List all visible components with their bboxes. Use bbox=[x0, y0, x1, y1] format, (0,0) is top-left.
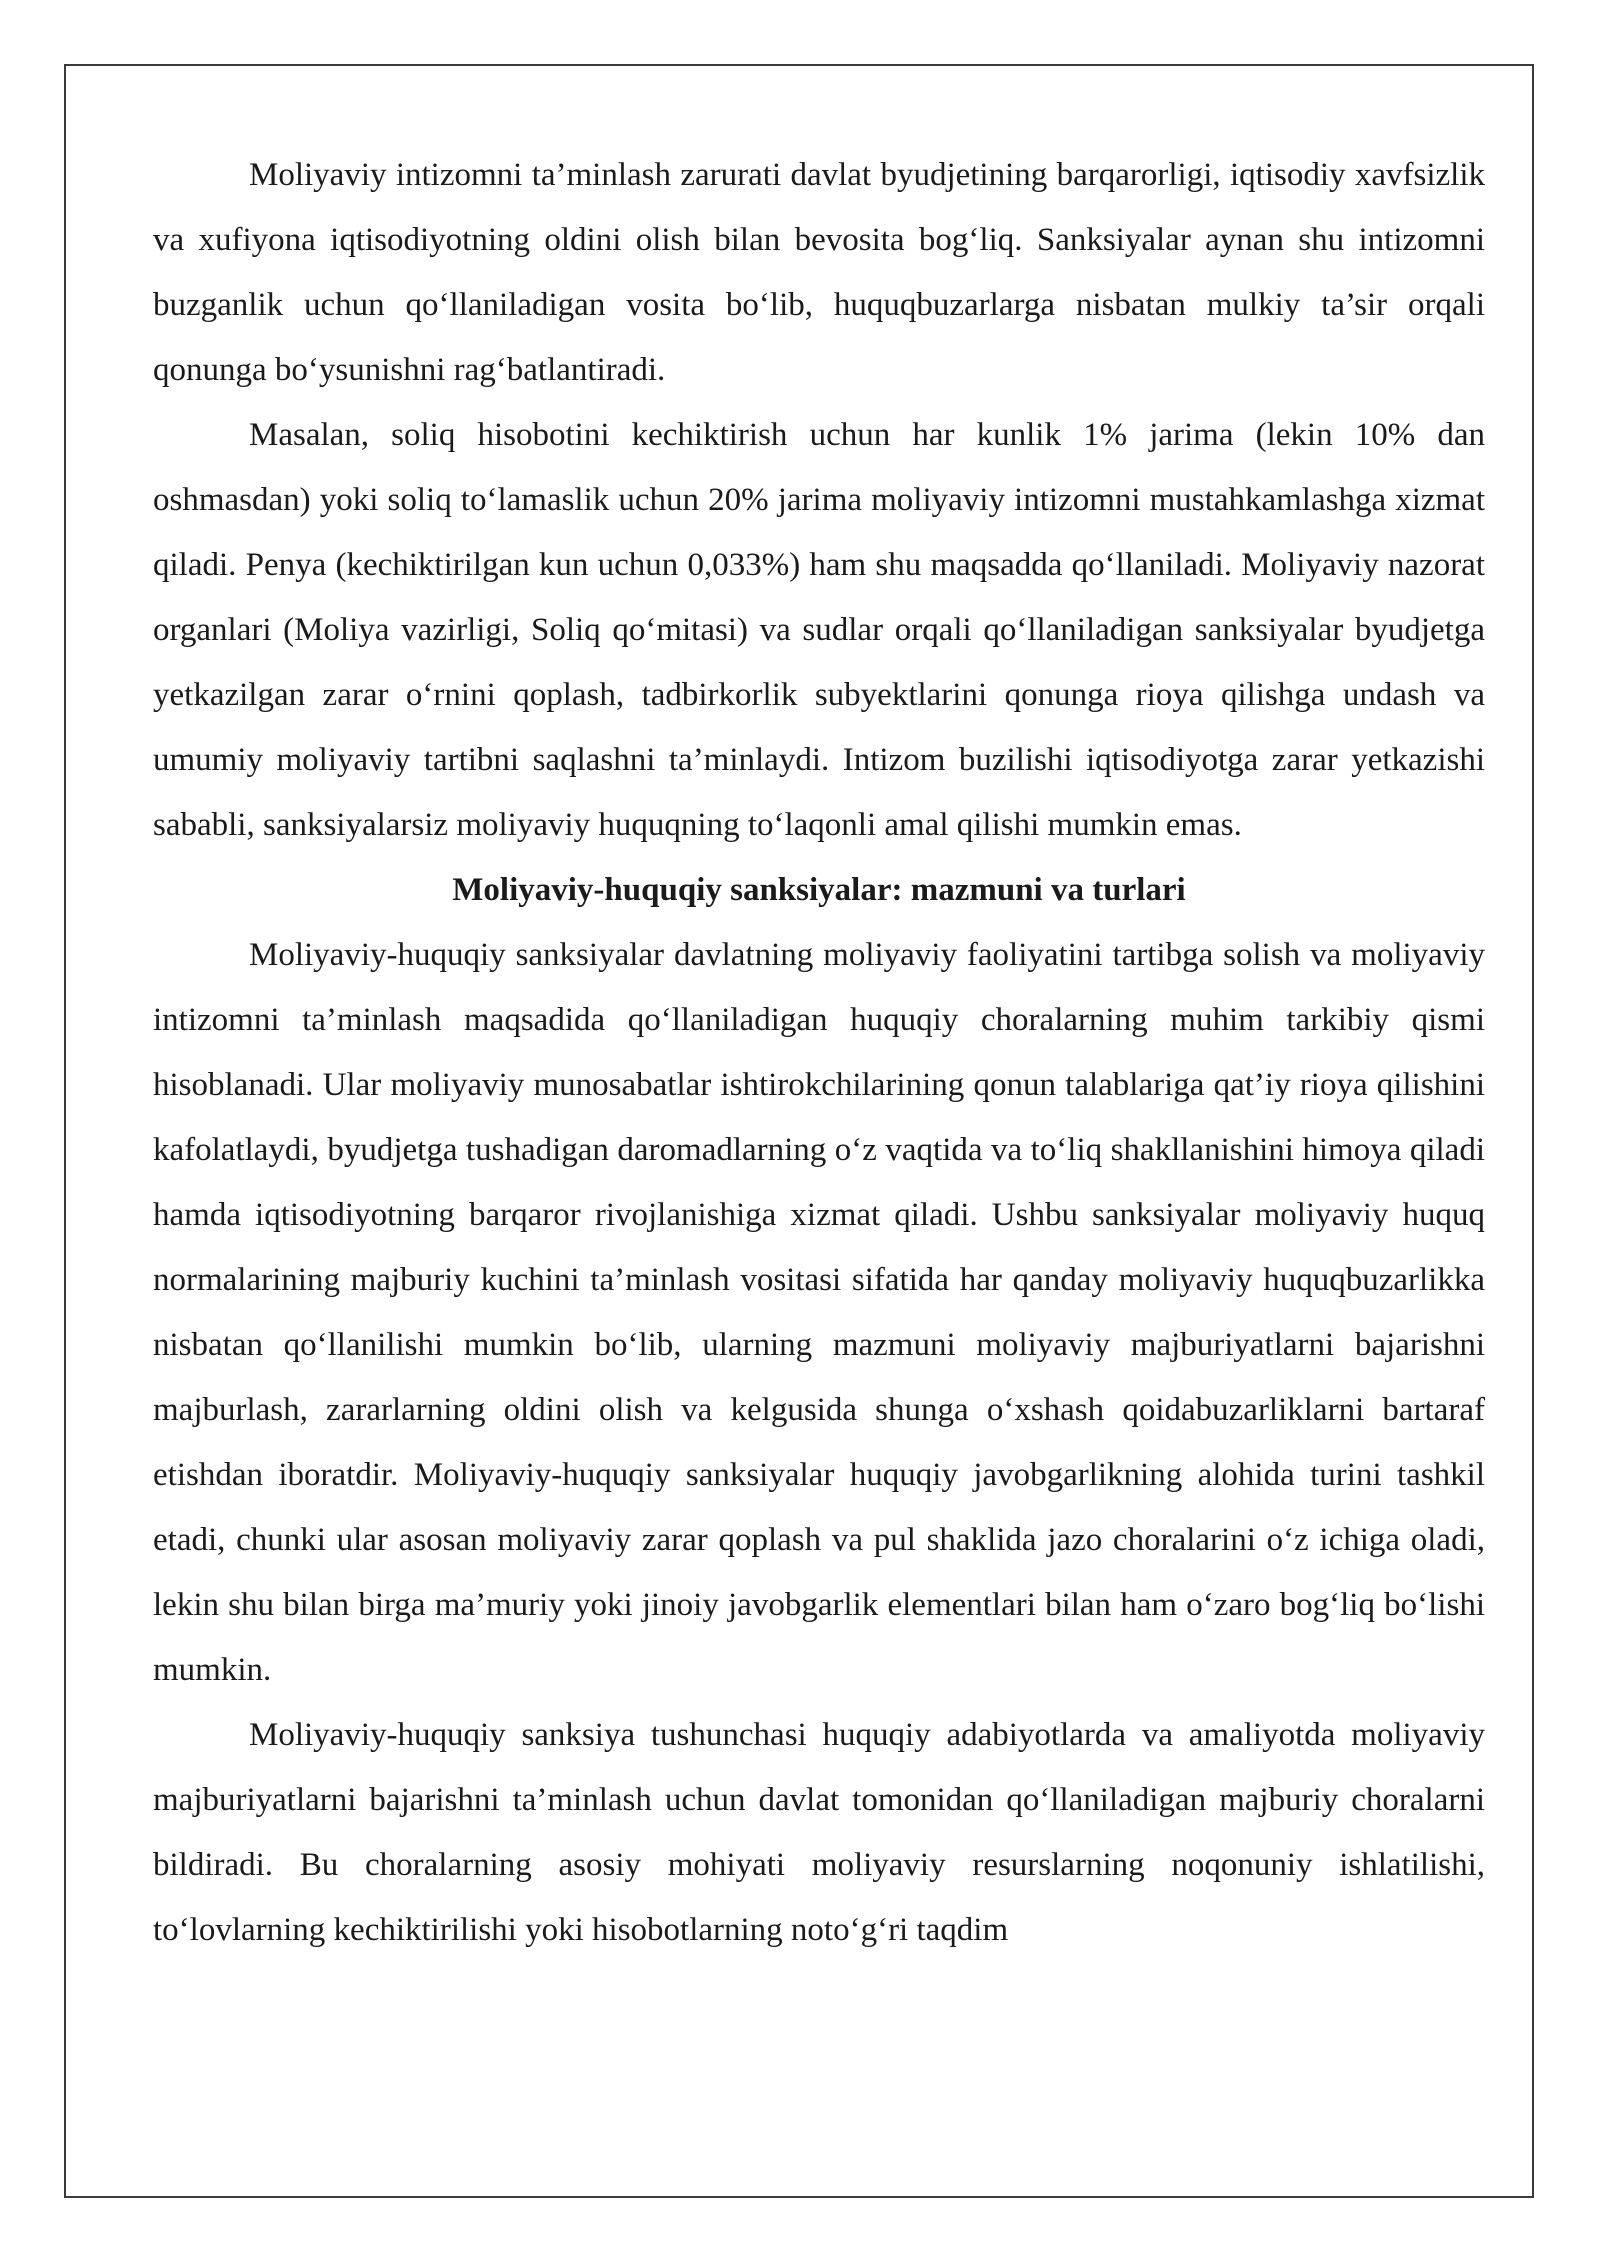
paragraph-financial-discipline: Moliyaviy intizomni ta’minlash zarurati davlat byudjetining barqarorligi, iqtisodiy xavfsizlik va xufiyona iqtisodiyotning oldini olish bilan bevosita bog‘liq. Sanksiyalar aynan shu intizomni buzganlik uchun qo‘llaniladigan vosita bo‘lib, huquqbuzarlarga nisbatan mulkiy ta’sir orqali qonunga bo‘ysunishni rag‘batlantiradi. bbox=[153, 157, 1485, 388]
paragraph-sanctions-definition: Moliyaviy-huquqiy sanksiyalar davlatning moliyaviy faoliyatini tartibga solish va moliyaviy intizomni ta’minlash maqsadida qo‘llaniladigan huquqiy choralarning muhim tarkibiy qismi hisoblanadi. Ular moliyaviy munosabatlar ishtirokchilarining qonun talablariga qat’iy rioya qilishini kafolatlaydi, byudjetga tushadigan daromadlarning o‘z vaqtida va to‘liq shakllanishini himoya qiladi hamda iqtisodiyotning barqaror rivojlanishiga xizmat qiladi. Ushbu sanksiyalar moliyaviy huquq normalarining majburiy kuchini ta’minlash vositasi sifatida har qanday moliyaviy huquqbuzarlikka nisbatan qo‘llanilishi mumkin bo‘lib, ularning mazmuni moliyaviy majburiyatlarni bajarishni majburlash, zararlarning oldini olish va kelgusida shunga o‘xshash qoidabuzarliklarni bartaraf etishdan iboratdir. Moliyaviy-huquqiy sanksiyalar huquqiy javobgarlikning alohida turini tashkil etadi, chunki ular asosan moliyaviy zarar qoplash va pul shaklida jazo choralarini o‘z ichiga oladi, lekin shu bilan birga ma’muriy yoki jinoiy javobgarlik elementlari bilan ham o‘zaro bog‘liq bo‘lishi mumkin. bbox=[153, 937, 1485, 1688]
paragraph-sanction-concept: Moliyaviy-huquqiy sanksiya tushunchasi huquqiy adabiyotlarda va amaliyotda moliyaviy majburiyatlarni bajarishni ta’minlash uchun davlat tomonidan qo‘llaniladigan majburiy choralarni bildiradi. Bu choralarning asosiy mohiyati moliyaviy resurslarning noqonuniy ishlatilishi, to‘lovlarning kechiktirilishi yoki hisobotlarning noto‘g‘ri taqdim bbox=[153, 1717, 1485, 1948]
section-heading: Moliyaviy-huquqiy sanksiyalar: mazmuni va turlari bbox=[452, 872, 1186, 908]
paragraph-tax-penalties-example: Masalan, soliq hisobotini kechiktirish uchun har kunlik 1% jarima (lekin 10% dan oshmasdan) yoki soliq to‘lamaslik uchun 20% jarima moliyaviy intizomni mustahkamlashga xizmat qiladi. Penya (kechiktirilgan kun uchun 0,033%) ham shu maqsadda qo‘llaniladi. Moliyaviy nazorat organlari (Moliya vazirligi, Soliq qo‘mitasi) va sudlar orqali qo‘llaniladigan sanksiyalar byudjetga yetkazilgan zarar o‘rnini qoplash, tadbirkorlik subyektlarini qonunga rioya qilishga undash va umumiy moliyaviy tartibni saqlashni ta’minlaydi. Intizom buzilishi iqtisodiyotga zarar yetkazishi sababli, sanksiyalarsiz moliyaviy huquqning to‘laqonli amal qilishi mumkin emas. bbox=[153, 417, 1485, 843]
document-body bbox=[153, 143, 1485, 1963]
